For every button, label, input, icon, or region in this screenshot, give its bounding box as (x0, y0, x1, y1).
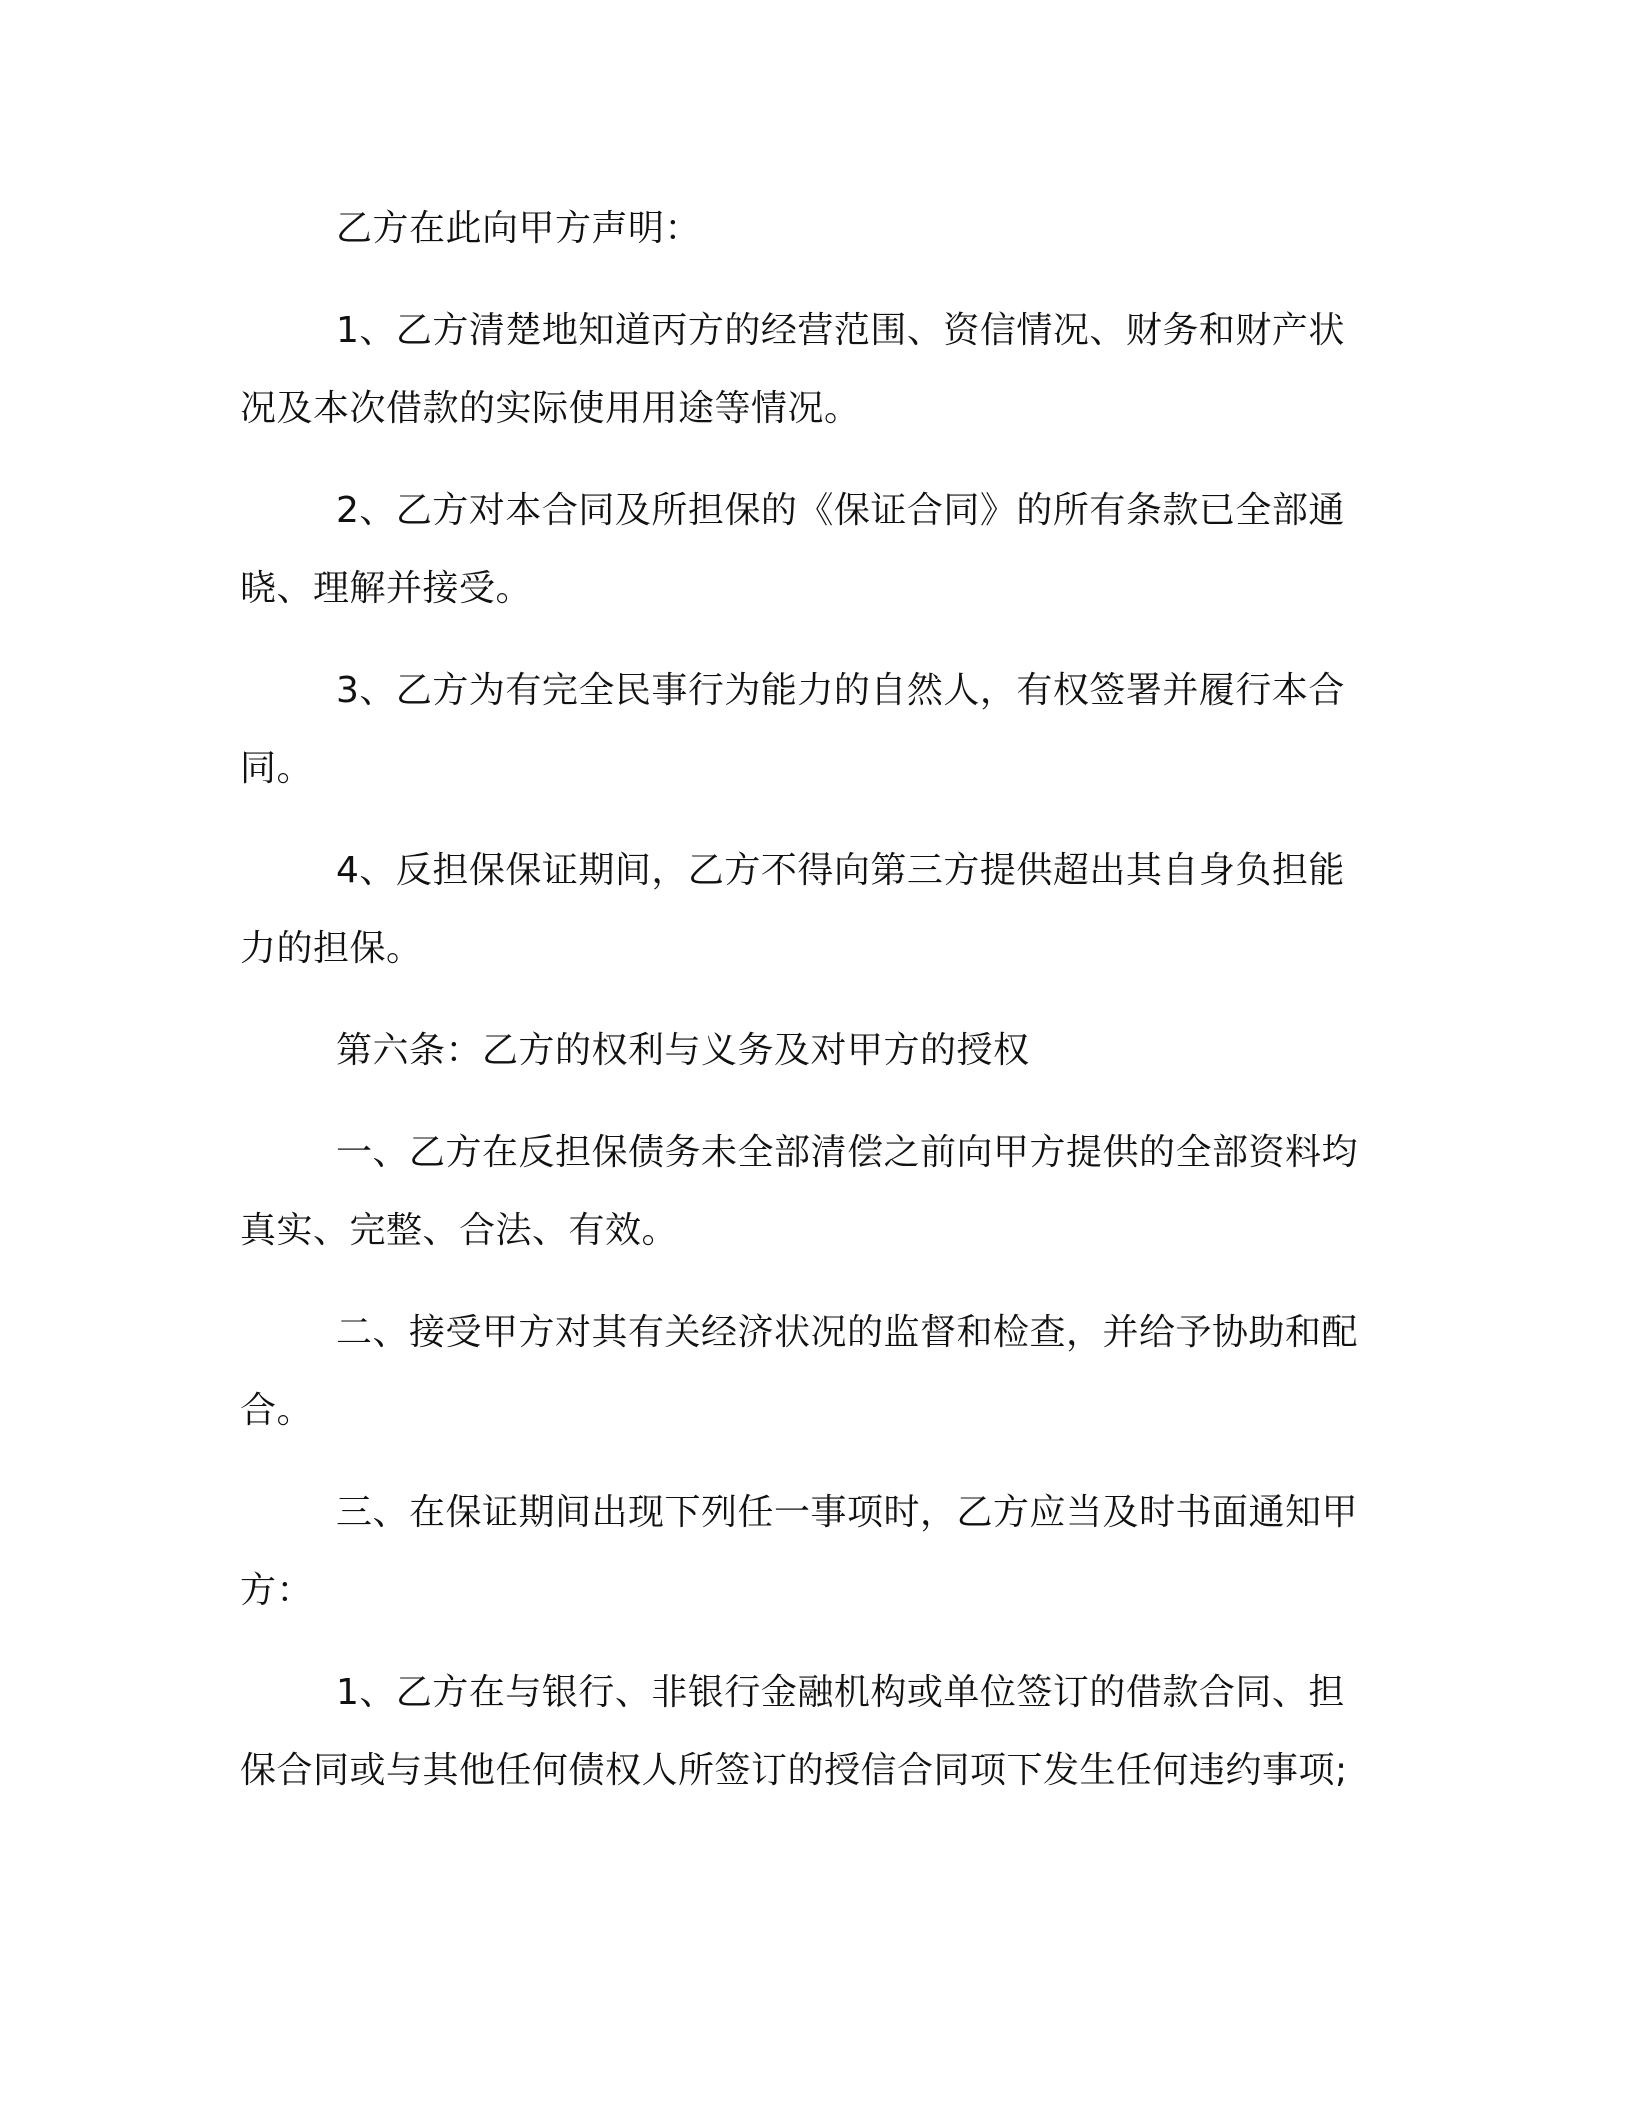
paragraph-article-six-3: 三、在保证期间出现下列任一事项时，乙方应当及时书面通知甲方： (240, 1492, 1359, 1611)
paragraph-declaration-2: 2、乙方对本合同及所担保的《保证合同》的所有条款已全部通晓、理解并接受。 (240, 490, 1345, 609)
document-body (240, 190, 1380, 1834)
paragraph-declaration-3: 3、乙方为有完全民事行为能力的自然人，有权签署并履行本合同。 (240, 670, 1345, 789)
article-six-heading: 第六条：乙方的权利与义务及对甲方的授权 (336, 1030, 1030, 1071)
paragraph-declaration-intro: 乙方在此向甲方声明： (336, 208, 702, 249)
paragraph-article-six-2: 二、接受甲方对其有关经济状况的监督和检查，并给予协助和配合。 (240, 1312, 1359, 1431)
paragraph-article-six-3-item-1: 1、乙方在与银行、非银行金融机构或单位签订的借款合同、担保合同或与其他任何债权人所签订的授信合同项下发生任何违约事项; (240, 1672, 1348, 1791)
paragraph-declaration-1: 1、乙方清楚地知道丙方的经营范围、资信情况、财务和财产状况及本次借款的实际使用用途等情况。 (240, 310, 1345, 429)
paragraph-article-six-1: 一、乙方在反担保债务未全部清偿之前向甲方提供的全部资料均真实、完整、合法、有效。 (240, 1132, 1359, 1251)
paragraph-declaration-4: 4、反担保保证期间，乙方不得向第三方提供超出其自身负担能力的担保。 (240, 850, 1345, 969)
